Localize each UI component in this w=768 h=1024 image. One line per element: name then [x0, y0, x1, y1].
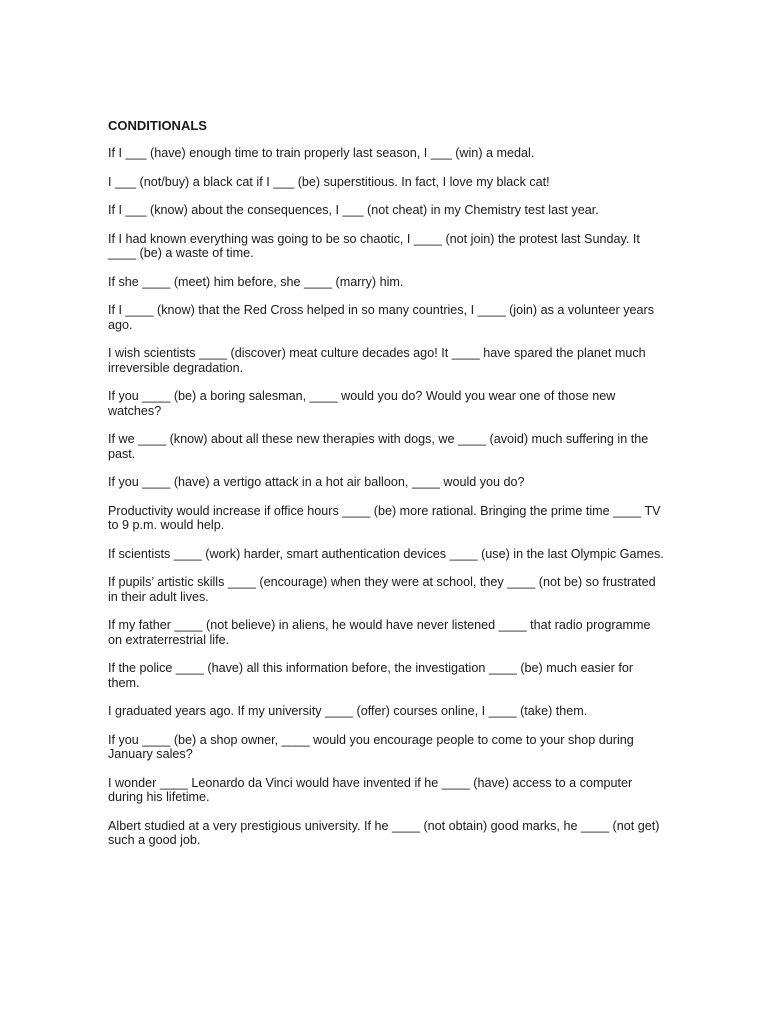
exercise-sentence-13: If pupils’ artistic skills ____ (encourage) when they were at school, they ____ (not be) so frustrated in their adult lives. — [108, 575, 656, 604]
exercise-sentence-8: If you ____ (be) a boring salesman, ____ would you do? Would you wear one of those new watches? — [108, 389, 616, 418]
exercise-sentence-14: If my father ____ (not believe) in aliens, he would have never listened ____ that radio programme on extraterrestrial life. — [108, 618, 651, 647]
exercise-sentence-7: I wish scientists ____ (discover) meat culture decades ago! It ____ have spared the planet much irreversible degradation. — [108, 346, 646, 375]
exercise-sentence-16: I graduated years ago. If my university ____ (offer) courses online, I ____ (take) them. — [108, 704, 588, 718]
exercise-sentence-12: If scientists ____ (work) harder, smart authentication devices ____ (use) in the last Olympic Games. — [108, 546, 664, 561]
exercise-sentence-17: If you ____ (be) a shop owner, ____ would you encourage people to come to your shop during January sales? — [108, 732, 634, 761]
exercise-sentence-10: If you ____ (have) a vertigo attack in a hot air balloon, ____ would you do? — [108, 475, 525, 489]
exercise-sentence-3: If I ___ (know) about the consequences, I ___ (not cheat) in my Chemistry test last year. — [108, 203, 599, 217]
exercise-sentence-4: If I had known everything was going to be so chaotic, I ____ (not join) the protest last Sunday. It ____ (be) a waste of time. — [108, 231, 640, 260]
exercise-sentence-15: If the police ____ (have) all this information before, the investigation ____ (be) much easier for them. — [108, 661, 634, 690]
worksheet-title: CONDITIONALS — [108, 118, 207, 133]
worksheet-page — [108, 118, 668, 862]
exercise-sentence-11: Productivity would increase if office hours ____ (be) more rational. Bringing the prime time ____ TV to 9 p.m. would help. — [108, 503, 661, 532]
exercise-sentence-2: I ___ (not/buy) a black cat if I ___ (be) superstitious. In fact, I love my black cat! — [108, 174, 550, 189]
exercise-sentence-1: If I ___ (have) enough time to train properly last season, I ___ (win) a medal. — [108, 146, 535, 160]
exercise-sentence-6: If I ____ (know) that the Red Cross helped in so many countries, I ____ (join) as a volunteer years ago. — [108, 303, 655, 332]
exercise-sentence-5: If she ____ (meet) him before, she ____ (marry) him. — [108, 274, 404, 289]
exercise-sentence-18: I wonder ____ Leonardo da Vinci would have invented if he ____ (have) access to a computer during his lifetime. — [108, 775, 633, 804]
exercise-sentence-19: Albert studied at a very prestigious university. If he ____ (not obtain) good marks, he ____ (not get) such a good job. — [108, 818, 660, 847]
exercise-sentence-9: If we ____ (know) about all these new therapies with dogs, we ____ (avoid) much suffering in the past. — [108, 432, 649, 461]
